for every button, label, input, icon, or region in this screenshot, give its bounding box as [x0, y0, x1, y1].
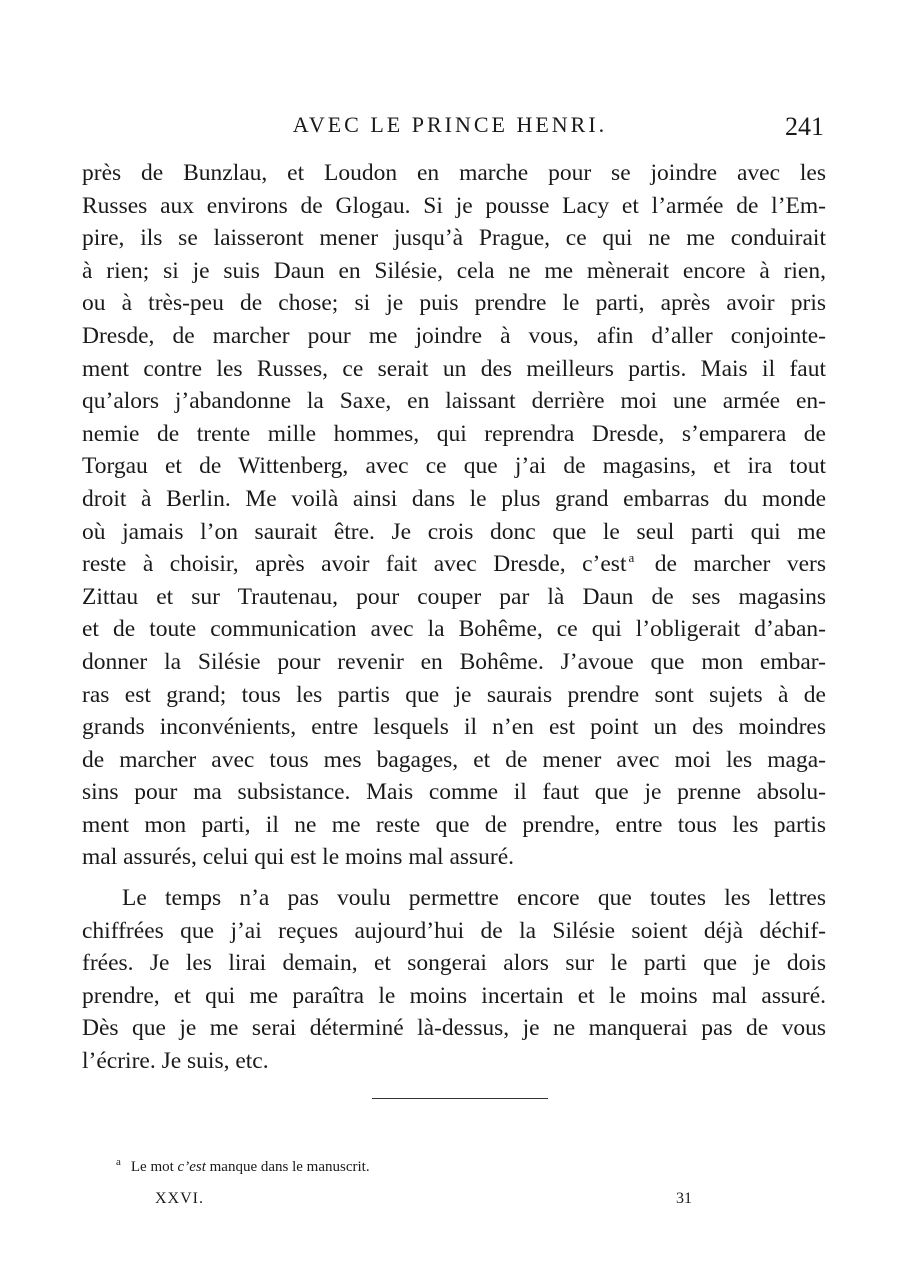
text-line: ment mon parti, il ne me reste que de prendre, entre tous les partis: [82, 811, 826, 838]
text-line: ment contre les Russes, ce serait un des meilleurs partis. Mais il faut: [82, 355, 826, 382]
text-segment: reste à choisir, après avoir fait avec Dresde, c’est: [82, 551, 627, 578]
text-line: grands inconvénients, entre lesquels il n’en est point un des moindres: [82, 714, 826, 741]
text-line: et de toute communication avec la Bohême, ce qui l’obligerait d’aban-: [82, 616, 826, 643]
running-head: AVEC LE PRINCE HENRI.: [292, 112, 608, 137]
text-line: à rien; si je suis Daun en Silésie, cela ne me mènerait encore à rien,: [82, 257, 826, 284]
page-number: 241: [785, 112, 824, 141]
text-line: Zittau et sur Trautenau, pour couper par là Daun de ses magasins: [82, 583, 826, 610]
text-segment: de marcher vers: [654, 551, 826, 578]
paragraph-1: [82, 157, 826, 874]
text-line: ras est grand; tous les partis que je saurais prendre sont sujets à de: [82, 681, 826, 708]
text-line: mal assurés, celui qui est le moins mal assuré.: [82, 844, 515, 871]
text-line: sins pour ma subsistance. Mais comme il faut que je prenne absolu-: [82, 779, 826, 806]
text-line-with-footnote-ref: [82, 548, 826, 581]
text-line: près de Bunzlau, et Loudon en marche pour se joindre avec les: [82, 160, 826, 186]
text-line: donner la Silésie pour revenir en Bohême. J’avoue que mon embar-: [82, 648, 826, 675]
paragraph-2: [82, 882, 826, 1078]
footnote-reference[interactable]: a: [628, 550, 635, 566]
text-line: l’écrire. Je suis, etc.: [82, 1048, 269, 1075]
text-line: ou à très-peu de chose; si je puis prendre le parti, après avoir pris: [82, 290, 826, 317]
text-line: Le temps n’a pas voulu permettre encore que toutes les lettres: [122, 885, 826, 912]
text-line: nemie de trente mille hommes, qui reprendra Dresde, s’emparera de: [82, 420, 826, 447]
text-line: Dresde, de marcher pour me joindre à vous, afin d’aller conjointe-: [82, 322, 826, 349]
text-line: Russes aux environs de Glogau. Si je pousse Lacy et l’armée de l’Em-: [82, 192, 826, 219]
text-line: qu’alors j’abandonne la Saxe, en laissant derrière moi une armée en-: [82, 388, 826, 415]
footnote-text: manque dans le manuscrit.: [209, 1159, 370, 1175]
footnote: [116, 1156, 370, 1176]
text-line: pire, ils se laisseront mener jusqu’à Prague, ce qui ne me conduirait: [82, 225, 826, 252]
footnote-text: Le mot: [130, 1159, 174, 1175]
text-line: de marcher avec tous mes bagages, et de mener avec moi les maga-: [82, 746, 826, 773]
sheet-number: 31: [676, 1190, 692, 1207]
text-line: frées. Je les lirai demain, et songerai alors sur le parti que je dois: [82, 950, 826, 977]
text-line: Torgau et de Wittenberg, avec ce que j’ai de magasins, et ira tout: [82, 453, 826, 480]
section-divider: [372, 1098, 548, 1099]
footnote-mark: a: [116, 1156, 121, 1168]
text-line: prendre, et qui me paraîtra le moins incertain et le moins mal assuré.: [82, 982, 826, 1009]
signature-mark: XXVI.: [155, 1190, 204, 1207]
text-line: droit à Berlin. Me voilà ainsi dans le plus grand embarras du monde: [82, 485, 826, 512]
text-line: chiffrées que j’ai reçues aujourd’hui de la Silésie soient déjà déchif-: [82, 917, 826, 944]
page-header: [0, 112, 900, 146]
letter-body: [82, 157, 826, 1086]
text-line: où jamais l’on saurait être. Je crois donc que le seul parti qui me: [82, 518, 826, 545]
footnote-italic-term: c’est: [177, 1159, 206, 1175]
text-line: Dès que je me serai déterminé là-dessus, je ne manquerai pas de vous: [82, 1015, 826, 1042]
